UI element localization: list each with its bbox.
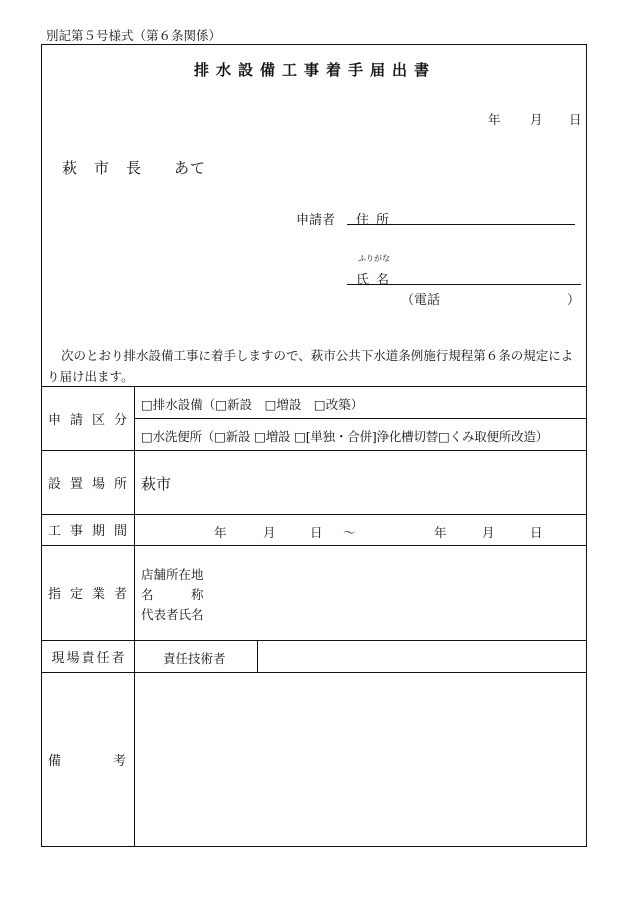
period-label-char: 期 [91,524,105,539]
furigana-label: ふりがな [358,254,390,263]
contractor-label-char: 指 [48,587,62,602]
date-month-label: 月 [530,112,543,127]
contractor-label-char: 業 [91,587,105,602]
contractor-name-label[interactable]: 名 称 [141,587,204,602]
location-label [41,450,135,514]
category-drainage-options[interactable]: □排水設備（□新設 □増設 □改築） [141,397,364,412]
location-label-char: 置 [69,476,83,492]
category-toilet-options[interactable]: □水洗便所（□新設 □増設 □[単独・合併]浄化槽切替□くみ取便所改造） [141,429,549,444]
location-label-char: 設 [48,476,62,492]
applicant-phone-label: （電話 [401,293,441,308]
contractor-label-char: 者 [113,587,127,602]
period-start-year[interactable]: 年 [214,525,227,540]
period-end-month[interactable]: 月 [482,525,495,540]
contractor-address-label[interactable]: 店舗所在地 [141,567,204,582]
category-label-char: 申 [48,412,62,428]
period-tilde: ～ [343,525,356,540]
category-label-char: 分 [113,412,127,428]
remarks-label-char: 考 [112,753,126,769]
location-label-char: 場 [91,476,105,492]
period-label-char: 事 [69,524,83,539]
applicant-label: 申請者 [296,213,336,228]
engineer-label: 責任技術者 [163,651,226,666]
statement-text: 次のとおり排水設備工事に着手しますので、萩市公共下水道条例施行規程第６条の規定により届け出ます。 [47,348,574,384]
period-label-char: 工 [48,524,62,539]
category-divider-line [135,418,587,419]
remarks-label-char: 備 [48,753,62,769]
contractor-rep-label[interactable]: 代表者氏名 [141,607,204,622]
applicant-address-line [347,224,575,225]
addressee: 萩 市 長 あて [62,159,207,177]
form-reference: 別記第５号様式（第６条関係） [46,28,222,43]
period-start-day[interactable]: 日 [310,525,323,540]
category-label-char: 区 [91,412,105,428]
applicant-name-label: 氏名 [356,273,397,288]
contractor-label [41,545,135,640]
category-label [41,386,135,450]
applicant-name-line [347,284,581,285]
applicant-address-label: 住所 [356,213,397,228]
site-manager-label: 現場責任者 [51,650,127,666]
applicant-phone-close: ） [567,293,581,308]
category-label-char: 請 [69,412,83,428]
location-value[interactable]: 萩市 [141,475,172,493]
period-label [41,514,135,545]
contractor-label-char: 定 [69,587,83,602]
remarks-label [41,672,135,846]
date-year-label: 年 [488,112,501,127]
engineer-column-line [257,640,258,672]
document-title: 排水設備工事着手届出書 [193,61,436,79]
location-label-char: 所 [113,476,127,492]
period-start-month[interactable]: 月 [263,525,276,540]
period-label-char: 間 [113,524,127,539]
period-end-day[interactable]: 日 [530,525,543,540]
period-end-year[interactable]: 年 [434,525,447,540]
date-day-label: 日 [569,112,582,127]
remarks-field[interactable] [136,674,586,845]
